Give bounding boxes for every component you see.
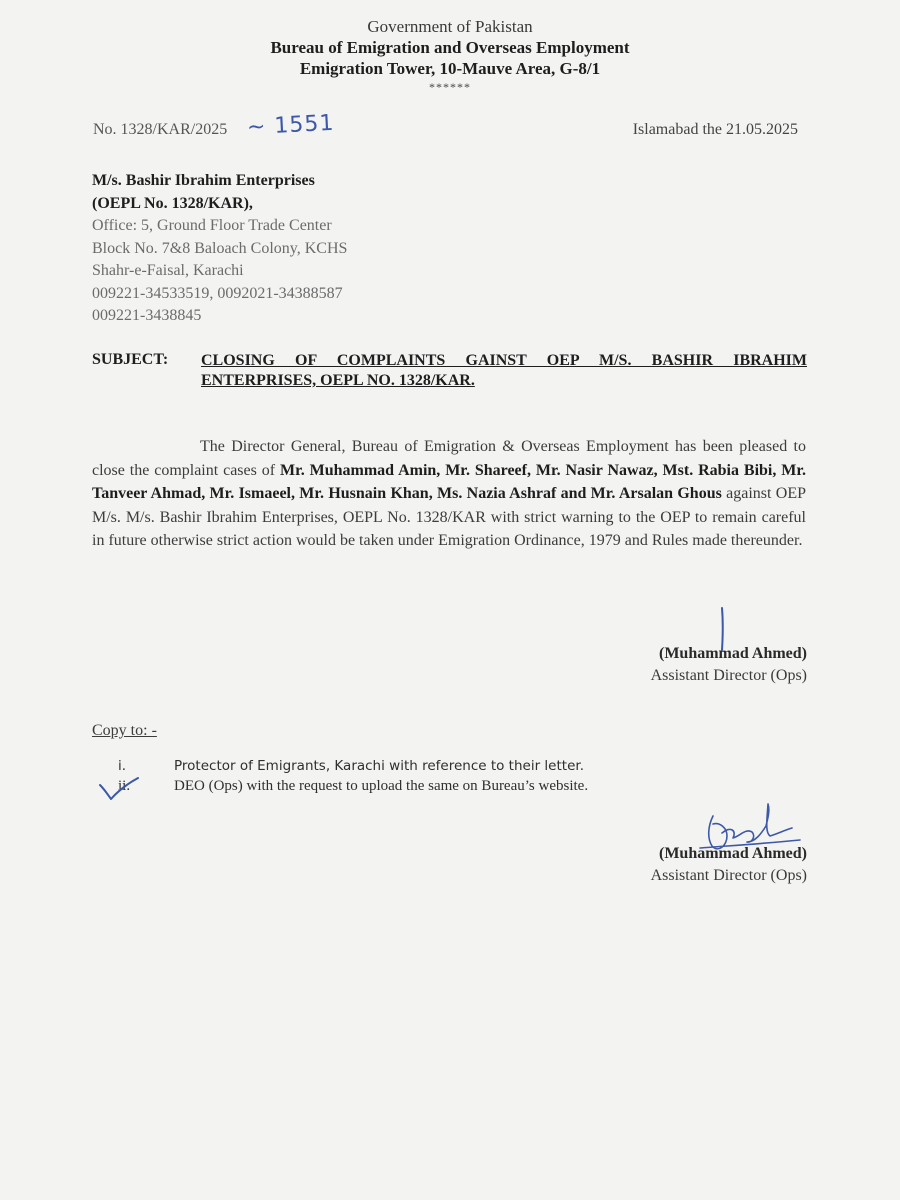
handwritten-dispatch-number: ~ 1551 [246, 110, 336, 141]
place-date: Islamabad the 21.05.2025 [632, 121, 798, 138]
check-mark-icon [100, 778, 138, 799]
reference-number: No. 1328/KAR/2025 [93, 121, 228, 138]
body-complainant-names: Mr. Muhammad Amin, Mr. Shareef, Mr. Nasir Nawaz, Mst. Rabia Bibi, Mr. Tanveer Ahmad, Mr. Ismaeel, Mr. Husnain Khan, Ms. Nazia Ashraf and Mr. Arsalan Ghous [92, 461, 806, 502]
copy-item-number: ii. [118, 778, 131, 794]
subject-text: CLOSING OF COMPLAINTS GAINST OEP M/S. BASHIR IBRAHIM ENTERPRISES, OEPL NO. 1328/KAR. [201, 352, 807, 389]
copy-to-heading: Copy to: - [92, 722, 157, 739]
signatory-designation: Assistant Director (Ops) [650, 867, 807, 884]
subject-label: SUBJECT: [92, 351, 169, 368]
body-outro: against OEP M/s. M/s. Bashir Ibrahim Enterprises, OEPL No. 1328/KAR with strict warning to the OEP to remain careful in future otherwise strict action would be taken under Emigration Ordinance, 1979 and Rules made thereunder. [92, 485, 807, 549]
letterhead-separator: ****** [429, 80, 471, 94]
recipient-name: M/s. Bashir Ibrahim Enterprises [92, 172, 315, 189]
signatory-name: (Muhammad Ahmed) [658, 845, 807, 862]
letterhead-bureau: Bureau of Emigration and Overseas Employment [270, 38, 630, 57]
copy-item-text: Protector of Emigrants, Karachi with reference to their letter. [174, 758, 584, 774]
recipient-oepl: (OEPL No. 1328/KAR), [92, 194, 253, 212]
copy-item-number: i. [118, 758, 127, 774]
recipient-area: Shahr-e-Faisal, Karachi [92, 262, 244, 279]
letterhead-address: Emigration Tower, 10-Mauve Area, G-8/1 [299, 59, 601, 78]
body-intro: The Director General, Bureau of Emigration & Overseas Employment has been pleased to close the complaint cases of [92, 438, 806, 479]
recipient-block: Block No. 7&8 Baloach Colony, KCHS [92, 239, 348, 257]
handwritten-initial-mark [722, 608, 723, 650]
letterhead-government: Government of Pakistan [367, 17, 533, 36]
recipient-phones-1: 009221-34533519, 0092021-34388587 [92, 284, 343, 302]
copy-item-text: DEO (Ops) with the request to upload the same on Bureau’s website. [174, 778, 589, 794]
handwritten-signature [700, 804, 800, 849]
recipient-phones-2: 009221-3438845 [92, 307, 202, 324]
signatory-name: (Muhammad Ahmed) [658, 645, 807, 662]
signatory-designation: Assistant Director (Ops) [650, 667, 807, 684]
recipient-office: Office: 5, Ground Floor Trade Center [92, 217, 332, 234]
